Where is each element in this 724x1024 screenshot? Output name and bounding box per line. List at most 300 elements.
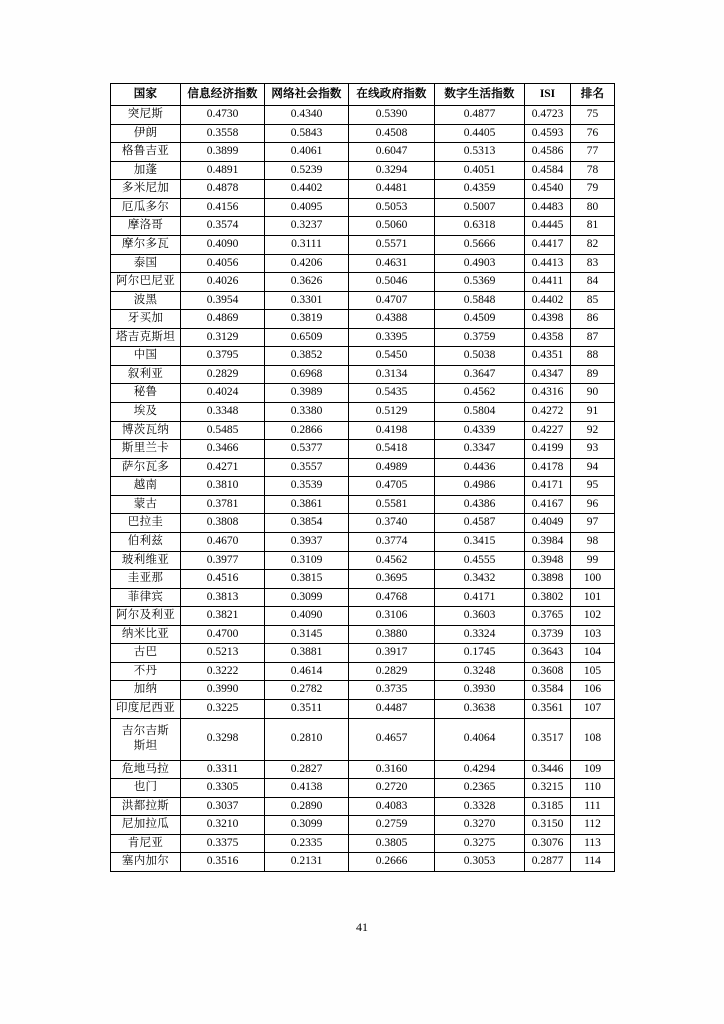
cell-network-society: 0.3557 [265, 458, 349, 477]
cell-country: 尼加拉瓜 [111, 816, 181, 835]
cell-country: 摩洛哥 [111, 217, 181, 236]
cell-network-society: 0.3237 [265, 217, 349, 236]
cell-isi: 0.3446 [525, 760, 571, 779]
cell-country: 加纳 [111, 681, 181, 700]
cell-network-society: 0.3380 [265, 403, 349, 422]
cell-isi: 0.2877 [525, 853, 571, 872]
cell-online-government: 0.3805 [349, 834, 435, 853]
table-row [111, 551, 615, 570]
cell-country: 波黑 [111, 291, 181, 310]
table-row [111, 718, 615, 760]
cell-info-economy: 0.5485 [181, 421, 265, 440]
column-header-online-government: 在线政府指数 [349, 84, 435, 106]
cell-digital-life: 0.3328 [435, 797, 525, 816]
cell-isi: 0.3608 [525, 662, 571, 681]
cell-network-society: 0.4206 [265, 254, 349, 273]
cell-online-government: 0.4707 [349, 291, 435, 310]
table-row [111, 588, 615, 607]
cell-info-economy: 0.3348 [181, 403, 265, 422]
cell-info-economy: 0.3821 [181, 607, 265, 626]
cell-isi: 0.4167 [525, 495, 571, 514]
cell-network-society: 0.4614 [265, 662, 349, 681]
cell-isi: 0.4171 [525, 477, 571, 496]
table-row [111, 291, 615, 310]
cell-online-government: 0.4705 [349, 477, 435, 496]
cell-rank: 89 [571, 365, 615, 384]
cell-digital-life: 0.6318 [435, 217, 525, 236]
table-row [111, 570, 615, 589]
cell-info-economy: 0.3037 [181, 797, 265, 816]
cell-network-society: 0.3109 [265, 551, 349, 570]
table-row [111, 644, 615, 663]
cell-rank: 106 [571, 681, 615, 700]
cell-digital-life: 0.3638 [435, 700, 525, 719]
cell-info-economy: 0.3558 [181, 124, 265, 143]
cell-country: 斯里兰卡 [111, 440, 181, 459]
cell-isi: 0.4593 [525, 124, 571, 143]
cell-country: 萨尔瓦多 [111, 458, 181, 477]
cell-isi: 0.4411 [525, 273, 571, 292]
cell-network-society: 0.3854 [265, 514, 349, 533]
cell-country: 秘鲁 [111, 384, 181, 403]
cell-digital-life: 0.3275 [435, 834, 525, 853]
table-row [111, 180, 615, 199]
cell-network-society: 0.3145 [265, 625, 349, 644]
cell-country: 洪都拉斯 [111, 797, 181, 816]
cell-digital-life: 0.3270 [435, 816, 525, 835]
cell-rank: 97 [571, 514, 615, 533]
cell-isi: 0.3984 [525, 532, 571, 551]
cell-rank: 101 [571, 588, 615, 607]
cell-rank: 86 [571, 310, 615, 329]
cell-online-government: 0.4198 [349, 421, 435, 440]
cell-info-economy: 0.3808 [181, 514, 265, 533]
column-header-info-economy: 信息经济指数 [181, 84, 265, 106]
cell-isi: 0.3643 [525, 644, 571, 663]
cell-isi: 0.3185 [525, 797, 571, 816]
column-header-rank: 排名 [571, 84, 615, 106]
cell-info-economy: 0.3210 [181, 816, 265, 835]
cell-rank: 107 [571, 700, 615, 719]
isi-ranking-table [110, 83, 615, 872]
table-row [111, 816, 615, 835]
cell-info-economy: 0.3813 [181, 588, 265, 607]
table-row [111, 514, 615, 533]
cell-digital-life: 0.4064 [435, 718, 525, 760]
cell-rank: 77 [571, 143, 615, 162]
cell-info-economy: 0.3574 [181, 217, 265, 236]
cell-isi: 0.3561 [525, 700, 571, 719]
cell-network-society: 0.3099 [265, 816, 349, 835]
table-row [111, 853, 615, 872]
column-header-country: 国家 [111, 84, 181, 106]
cell-isi: 0.3898 [525, 570, 571, 589]
cell-country: 玻利维亚 [111, 551, 181, 570]
cell-isi: 0.4178 [525, 458, 571, 477]
cell-isi: 0.4417 [525, 235, 571, 254]
cell-network-society: 0.4138 [265, 779, 349, 798]
cell-country: 古巴 [111, 644, 181, 663]
cell-country: 中国 [111, 347, 181, 366]
cell-digital-life: 0.4562 [435, 384, 525, 403]
cell-isi: 0.4586 [525, 143, 571, 162]
cell-digital-life: 0.3647 [435, 365, 525, 384]
cell-digital-life: 0.5369 [435, 273, 525, 292]
cell-rank: 96 [571, 495, 615, 514]
cell-info-economy: 0.3375 [181, 834, 265, 853]
table-row [111, 328, 615, 347]
cell-digital-life: 0.3759 [435, 328, 525, 347]
table-row [111, 106, 615, 125]
cell-online-government: 0.4631 [349, 254, 435, 273]
cell-country: 叙利亚 [111, 365, 181, 384]
cell-rank: 110 [571, 779, 615, 798]
cell-isi: 0.4358 [525, 328, 571, 347]
cell-country: 吉尔吉斯斯坦 [111, 718, 181, 760]
table-row [111, 310, 615, 329]
cell-rank: 84 [571, 273, 615, 292]
cell-country: 菲律宾 [111, 588, 181, 607]
cell-online-government: 0.4562 [349, 551, 435, 570]
cell-online-government: 0.4388 [349, 310, 435, 329]
cell-rank: 92 [571, 421, 615, 440]
table-row [111, 403, 615, 422]
cell-isi: 0.4227 [525, 421, 571, 440]
cell-network-society: 0.5239 [265, 161, 349, 180]
cell-rank: 104 [571, 644, 615, 663]
cell-digital-life: 0.3324 [435, 625, 525, 644]
table-row [111, 124, 615, 143]
cell-rank: 81 [571, 217, 615, 236]
cell-network-society: 0.3819 [265, 310, 349, 329]
cell-online-government: 0.2666 [349, 853, 435, 872]
cell-network-society: 0.2827 [265, 760, 349, 779]
cell-info-economy: 0.3795 [181, 347, 265, 366]
cell-network-society: 0.3861 [265, 495, 349, 514]
cell-rank: 82 [571, 235, 615, 254]
table-row [111, 662, 615, 681]
cell-country: 肯尼亚 [111, 834, 181, 853]
cell-rank: 99 [571, 551, 615, 570]
cell-digital-life: 0.3347 [435, 440, 525, 459]
cell-online-government: 0.3695 [349, 570, 435, 589]
cell-digital-life: 0.4903 [435, 254, 525, 273]
cell-online-government: 0.6047 [349, 143, 435, 162]
cell-country: 蒙古 [111, 495, 181, 514]
cell-isi: 0.3948 [525, 551, 571, 570]
cell-rank: 114 [571, 853, 615, 872]
cell-country: 危地马拉 [111, 760, 181, 779]
cell-network-society: 0.2866 [265, 421, 349, 440]
cell-rank: 100 [571, 570, 615, 589]
cell-network-society: 0.3881 [265, 644, 349, 663]
cell-rank: 87 [571, 328, 615, 347]
cell-info-economy: 0.3222 [181, 662, 265, 681]
table-row [111, 477, 615, 496]
cell-online-government: 0.5571 [349, 235, 435, 254]
column-header-isi: ISI [525, 84, 571, 106]
cell-network-society: 0.2335 [265, 834, 349, 853]
table-row [111, 384, 615, 403]
cell-info-economy: 0.3990 [181, 681, 265, 700]
cell-digital-life: 0.3930 [435, 681, 525, 700]
cell-rank: 75 [571, 106, 615, 125]
cell-info-economy: 0.2829 [181, 365, 265, 384]
cell-country: 阿尔巴尼亚 [111, 273, 181, 292]
cell-online-government: 0.3160 [349, 760, 435, 779]
cell-network-society: 0.4061 [265, 143, 349, 162]
cell-network-society: 0.4402 [265, 180, 349, 199]
cell-info-economy: 0.4878 [181, 180, 265, 199]
cell-network-society: 0.5377 [265, 440, 349, 459]
cell-isi: 0.3765 [525, 607, 571, 626]
table-row [111, 834, 615, 853]
cell-info-economy: 0.3225 [181, 700, 265, 719]
cell-network-society: 0.2890 [265, 797, 349, 816]
cell-online-government: 0.3880 [349, 625, 435, 644]
cell-isi: 0.3215 [525, 779, 571, 798]
cell-info-economy: 0.3954 [181, 291, 265, 310]
cell-rank: 111 [571, 797, 615, 816]
cell-info-economy: 0.3311 [181, 760, 265, 779]
cell-online-government: 0.2759 [349, 816, 435, 835]
cell-network-society: 0.3539 [265, 477, 349, 496]
cell-isi: 0.3517 [525, 718, 571, 760]
cell-online-government: 0.5390 [349, 106, 435, 125]
cell-online-government: 0.3740 [349, 514, 435, 533]
cell-info-economy: 0.4869 [181, 310, 265, 329]
cell-country: 纳米比亚 [111, 625, 181, 644]
cell-network-society: 0.2782 [265, 681, 349, 700]
cell-network-society: 0.4340 [265, 106, 349, 125]
cell-digital-life: 0.4405 [435, 124, 525, 143]
table-header-row [111, 84, 615, 106]
cell-digital-life: 0.4436 [435, 458, 525, 477]
cell-country: 多米尼加 [111, 180, 181, 199]
cell-rank: 79 [571, 180, 615, 199]
cell-info-economy: 0.4891 [181, 161, 265, 180]
cell-info-economy: 0.3305 [181, 779, 265, 798]
cell-info-economy: 0.4271 [181, 458, 265, 477]
cell-digital-life: 0.4555 [435, 551, 525, 570]
cell-online-government: 0.3134 [349, 365, 435, 384]
cell-rank: 80 [571, 198, 615, 217]
table-row [111, 625, 615, 644]
cell-online-government: 0.2720 [349, 779, 435, 798]
cell-network-society: 0.3852 [265, 347, 349, 366]
cell-info-economy: 0.3810 [181, 477, 265, 496]
table-row [111, 700, 615, 719]
cell-online-government: 0.5060 [349, 217, 435, 236]
cell-network-society: 0.3815 [265, 570, 349, 589]
cell-online-government: 0.3395 [349, 328, 435, 347]
cell-network-society: 0.3626 [265, 273, 349, 292]
cell-info-economy: 0.4156 [181, 198, 265, 217]
cell-digital-life: 0.4339 [435, 421, 525, 440]
cell-country: 伊朗 [111, 124, 181, 143]
cell-digital-life: 0.5804 [435, 403, 525, 422]
cell-network-society: 0.4095 [265, 198, 349, 217]
table-row [111, 532, 615, 551]
cell-network-society: 0.2810 [265, 718, 349, 760]
cell-info-economy: 0.3516 [181, 853, 265, 872]
cell-online-government: 0.2829 [349, 662, 435, 681]
table-row [111, 681, 615, 700]
cell-digital-life: 0.4509 [435, 310, 525, 329]
cell-isi: 0.4445 [525, 217, 571, 236]
cell-info-economy: 0.4700 [181, 625, 265, 644]
cell-online-government: 0.5046 [349, 273, 435, 292]
cell-rank: 76 [571, 124, 615, 143]
cell-isi: 0.3802 [525, 588, 571, 607]
cell-digital-life: 0.4587 [435, 514, 525, 533]
table-row [111, 143, 615, 162]
cell-rank: 78 [571, 161, 615, 180]
cell-rank: 113 [571, 834, 615, 853]
cell-digital-life: 0.5666 [435, 235, 525, 254]
cell-isi: 0.4584 [525, 161, 571, 180]
cell-isi: 0.4347 [525, 365, 571, 384]
cell-online-government: 0.4989 [349, 458, 435, 477]
cell-digital-life: 0.4051 [435, 161, 525, 180]
cell-info-economy: 0.4670 [181, 532, 265, 551]
cell-country: 伯利兹 [111, 532, 181, 551]
cell-digital-life: 0.5313 [435, 143, 525, 162]
cell-network-society: 0.6968 [265, 365, 349, 384]
cell-info-economy: 0.4090 [181, 235, 265, 254]
cell-online-government: 0.5129 [349, 403, 435, 422]
cell-online-government: 0.4481 [349, 180, 435, 199]
cell-digital-life: 0.4294 [435, 760, 525, 779]
cell-online-government: 0.5450 [349, 347, 435, 366]
cell-info-economy: 0.3466 [181, 440, 265, 459]
cell-digital-life: 0.5038 [435, 347, 525, 366]
cell-isi: 0.4049 [525, 514, 571, 533]
table-row [111, 760, 615, 779]
cell-rank: 112 [571, 816, 615, 835]
cell-online-government: 0.4657 [349, 718, 435, 760]
cell-digital-life: 0.4386 [435, 495, 525, 514]
cell-rank: 90 [571, 384, 615, 403]
table-row [111, 273, 615, 292]
cell-country: 越南 [111, 477, 181, 496]
cell-country: 突尼斯 [111, 106, 181, 125]
table-header [111, 84, 615, 106]
cell-rank: 83 [571, 254, 615, 273]
table-row [111, 607, 615, 626]
cell-country: 也门 [111, 779, 181, 798]
table-row [111, 421, 615, 440]
cell-country: 牙买加 [111, 310, 181, 329]
cell-info-economy: 0.3781 [181, 495, 265, 514]
cell-online-government: 0.3294 [349, 161, 435, 180]
cell-online-government: 0.3735 [349, 681, 435, 700]
table-row [111, 235, 615, 254]
cell-info-economy: 0.3129 [181, 328, 265, 347]
cell-rank: 103 [571, 625, 615, 644]
cell-isi: 0.4483 [525, 198, 571, 217]
cell-country: 圭亚那 [111, 570, 181, 589]
cell-info-economy: 0.3899 [181, 143, 265, 162]
table-body [111, 106, 615, 872]
cell-network-society: 0.6509 [265, 328, 349, 347]
cell-info-economy: 0.3298 [181, 718, 265, 760]
cell-isi: 0.4272 [525, 403, 571, 422]
cell-rank: 105 [571, 662, 615, 681]
cell-info-economy: 0.5213 [181, 644, 265, 663]
cell-online-government: 0.3774 [349, 532, 435, 551]
cell-digital-life: 0.4986 [435, 477, 525, 496]
cell-network-society: 0.4090 [265, 607, 349, 626]
cell-digital-life: 0.3432 [435, 570, 525, 589]
cell-country: 印度尼西亚 [111, 700, 181, 719]
cell-network-society: 0.2131 [265, 853, 349, 872]
cell-digital-life: 0.1745 [435, 644, 525, 663]
cell-network-society: 0.3511 [265, 700, 349, 719]
cell-isi: 0.4402 [525, 291, 571, 310]
cell-online-government: 0.5418 [349, 440, 435, 459]
table-row [111, 347, 615, 366]
cell-country: 塔吉克斯坦 [111, 328, 181, 347]
cell-rank: 91 [571, 403, 615, 422]
cell-isi: 0.4316 [525, 384, 571, 403]
cell-isi: 0.4398 [525, 310, 571, 329]
cell-network-society: 0.5843 [265, 124, 349, 143]
cell-country: 不丹 [111, 662, 181, 681]
cell-digital-life: 0.3603 [435, 607, 525, 626]
cell-info-economy: 0.4730 [181, 106, 265, 125]
cell-online-government: 0.5581 [349, 495, 435, 514]
cell-network-society: 0.3111 [265, 235, 349, 254]
cell-isi: 0.4540 [525, 180, 571, 199]
cell-isi: 0.4413 [525, 254, 571, 273]
cell-isi: 0.3150 [525, 816, 571, 835]
cell-country: 格鲁吉亚 [111, 143, 181, 162]
cell-online-government: 0.3106 [349, 607, 435, 626]
cell-country: 厄瓜多尔 [111, 198, 181, 217]
cell-digital-life: 0.3415 [435, 532, 525, 551]
cell-country: 摩尔多瓦 [111, 235, 181, 254]
table-row [111, 254, 615, 273]
table-row [111, 797, 615, 816]
cell-digital-life: 0.3248 [435, 662, 525, 681]
column-header-network-society: 网络社会指数 [265, 84, 349, 106]
cell-info-economy: 0.4024 [181, 384, 265, 403]
cell-info-economy: 0.4056 [181, 254, 265, 273]
cell-digital-life: 0.2365 [435, 779, 525, 798]
cell-isi: 0.3739 [525, 625, 571, 644]
cell-rank: 102 [571, 607, 615, 626]
cell-rank: 98 [571, 532, 615, 551]
cell-isi: 0.3076 [525, 834, 571, 853]
cell-isi: 0.4199 [525, 440, 571, 459]
cell-country: 泰国 [111, 254, 181, 273]
cell-country: 加蓬 [111, 161, 181, 180]
cell-online-government: 0.4487 [349, 700, 435, 719]
cell-info-economy: 0.4516 [181, 570, 265, 589]
cell-rank: 85 [571, 291, 615, 310]
cell-digital-life: 0.5007 [435, 198, 525, 217]
isi-ranking-table-container [110, 83, 614, 872]
page-number: 41 [356, 920, 368, 934]
cell-rank: 94 [571, 458, 615, 477]
cell-rank: 95 [571, 477, 615, 496]
cell-online-government: 0.5053 [349, 198, 435, 217]
cell-country: 埃及 [111, 403, 181, 422]
table-row [111, 495, 615, 514]
cell-rank: 108 [571, 718, 615, 760]
cell-digital-life: 0.4877 [435, 106, 525, 125]
